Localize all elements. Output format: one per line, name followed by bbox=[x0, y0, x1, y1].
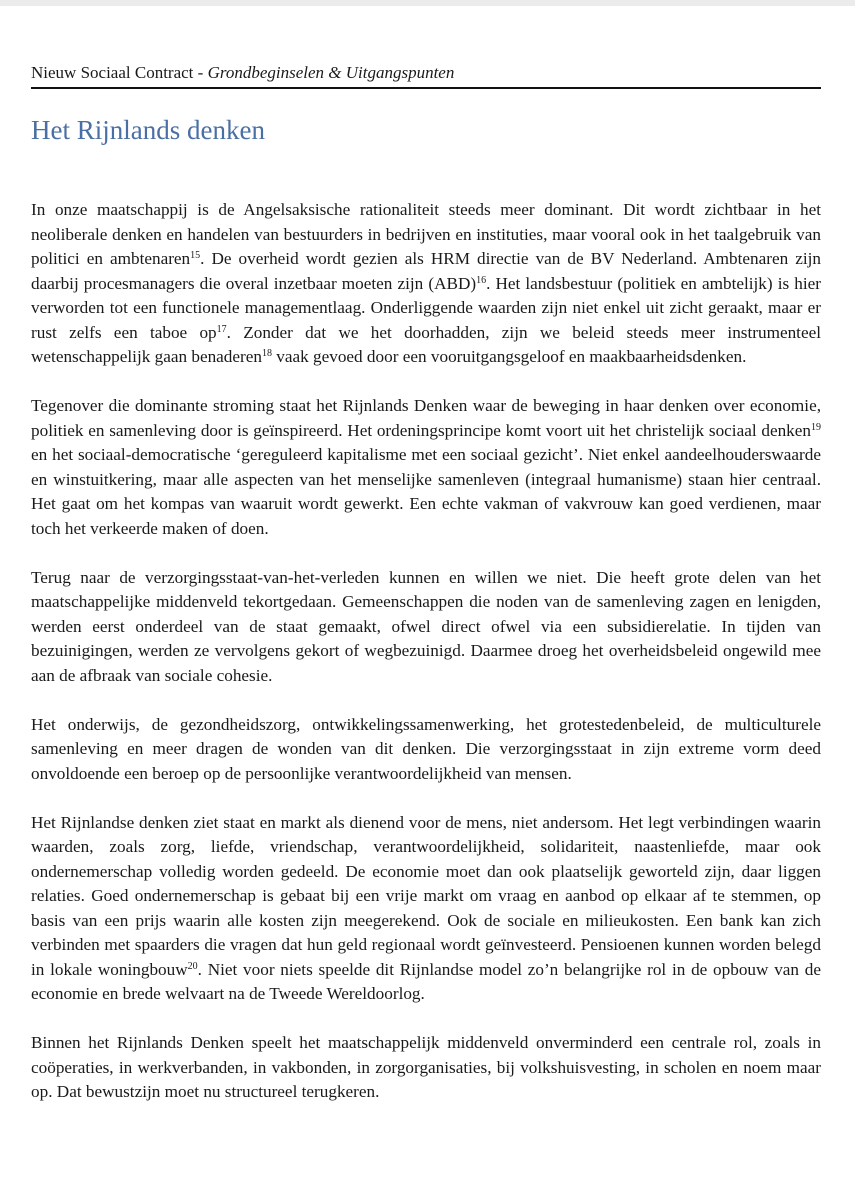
paragraph-2 bbox=[31, 394, 821, 541]
paragraph-text: Binnen het Rijnlands Denken speelt het maatschappelijk middenveld onverminderd een centrale rol, zoals in coöperaties, in werkverbanden, in vakbonden, in zorgorganisaties, bij volkshuisvesting, in scholen en noem maar op. Dat bewustzijn moet nu structureel terugkeren. bbox=[31, 1033, 821, 1101]
footnote-ref-20: 20 bbox=[187, 960, 198, 972]
section-title: Het Rijnlands denken bbox=[31, 115, 265, 145]
footnote-ref-17: 17 bbox=[216, 323, 227, 335]
paragraph-text: . Zonder dat we het doorhadden, zijn we beleid steeds meer instrumenteel wetenschappelijk gaan benaderen bbox=[31, 322, 821, 366]
paragraph-text: Tegenover die dominante stroming staat het Rijnlands Denken waar de beweging in haar denken over economie, politiek en samenleving door is geïnspireerd. Het ordeningsprincipe komt voort uit het christelijk sociaal denken bbox=[31, 396, 821, 440]
paragraph-text: vaak gevoed door een vooruitgangsgeloof en maakbaarheidsdenken. bbox=[271, 347, 747, 366]
paragraph-text: . Het landsbestuur (politiek en ambtelijk) is hier verworden tot een functionele managementlaag. Onderliggende waarden zijn niet enkel uit zicht geraakt, maar er rust zelfs een taboe op bbox=[31, 273, 821, 342]
paragraph-6 bbox=[31, 1031, 821, 1105]
paragraph-text: Terug naar de verzorgingsstaat-van-het-verleden kunnen en willen we niet. Die heeft grote delen van het maatschappelijke middenveld tekortgedaan. Gemeenschappen die noden van de samenleving zagen en lenigden, werden eerst onderdeel van de staat gemaakt, ofwel direct ofwel via een subsidierelatie. In tijden van bezuinigingen, werden ze vervolgens gekort of wegbezuinigd. Daarmee droeg het overheidsbeleid ongewild mee aan de afbraak van sociale cohesie. bbox=[31, 567, 821, 685]
paragraph-text: Het Rijnlandse denken ziet staat en markt als dienend voor de mens, niet andersom. Het legt verbindingen waarin waarden, zoals zorg, liefde, vriendschap, verantwoordelijkheid, solidariteit, naastenliefde, maar ook ondernemerschap volledig worden gedeeld. De economie moet dan ook plaatselijk geworteld zijn, daar liggen relaties. Goed ondernemerschap is gebaat bij een vrije markt om vraag en aanbod op elkaar af te stemmen, op basis van een prijs waarin alle kosten zijn meegerekend. Ook de sociale en milieukosten. Een bank kan zich verbinden met spaarders die vragen dat hun geld regionaal wordt geïnvesteerd. Pensioenen kunnen worden belegd in lokale woningbouw bbox=[31, 812, 821, 979]
paragraph-text: . Niet voor niets speelde dit Rijnlandse model zo’n belangrijke rol in de opbouw van de economie en brede welvaart na de Tweede Wereldoorlog. bbox=[31, 959, 821, 1003]
paragraph-text: en het sociaal-democratische ‘gereguleerd kapitalisme met een sociaal gezicht’. Niet enkel aandeelhouderswaarde en winstuitkering, maar alle aspecten van het menselijke samenleven (integraal humanisme) staan hier centraal. Het gaat om het kompas van waaruit wordt gewerkt. Een echte vakman of vakvrouw kan goed verdienen, maar toch het verkeerde maken of doen. bbox=[31, 445, 821, 538]
header-subtitle: Grondbeginselen & Uitgangspunten bbox=[207, 63, 455, 82]
paragraph-5 bbox=[31, 811, 821, 1007]
paragraph-1 bbox=[31, 198, 821, 370]
paragraph-3 bbox=[31, 566, 821, 689]
paragraph-text: In onze maatschappij is de Angelsaksische rationaliteit steeds meer dominant. Dit wordt zichtbaar in het neoliberale denken en handelen van bestuurders in bedrijven en instituties, maar vooral ook in het taalgebruik van politici en ambtenaren bbox=[31, 200, 821, 268]
header-rule bbox=[31, 87, 821, 89]
paragraph-4 bbox=[31, 713, 821, 787]
header-title: Nieuw Sociaal Contract - bbox=[31, 63, 208, 82]
paragraph-text: . De overheid wordt gezien als HRM directie van de BV Nederland. Ambtenaren zijn daarbij procesmanagers die overal inzetbaar moeten zijn (ABD) bbox=[31, 249, 821, 293]
body-text bbox=[31, 198, 821, 1129]
top-band bbox=[0, 0, 855, 6]
footnote-ref-19: 19 bbox=[811, 421, 821, 433]
footnote-ref-16: 16 bbox=[476, 274, 487, 286]
footnote-ref-18: 18 bbox=[261, 348, 272, 359]
paragraph-text: Het onderwijs, de gezondheidszorg, ontwikkelingssamenwerking, het grotestedenbeleid, de multiculturele samenleving en meer dragen de wonden van dit denken. Die verzorgingsstaat in zijn extreme vorm deed onvoldoende een beroep op de persoonlijke verantwoordelijkheid van mensen. bbox=[31, 714, 821, 783]
running-header bbox=[31, 62, 821, 84]
footnote-ref-15: 15 bbox=[190, 250, 201, 261]
